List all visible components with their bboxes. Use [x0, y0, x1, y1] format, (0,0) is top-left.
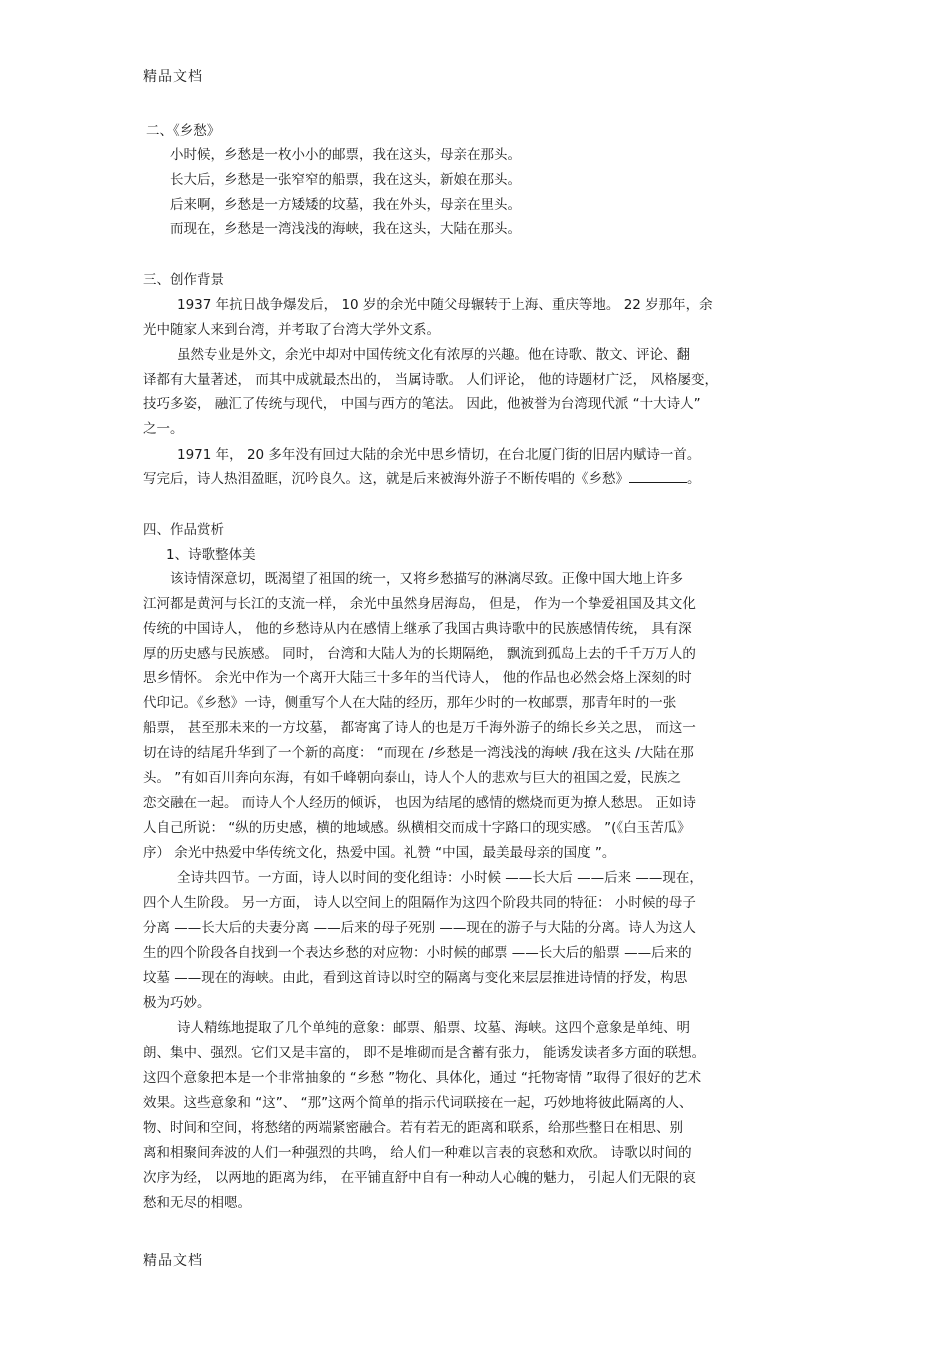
analysis-line-7: 船票， 甚至那未来的一方坟墓， 都寄寓了诗人的也是万千海外游子的绵长乡关之思， 而这一: [143, 720, 696, 736]
section4-heading: 四、作品赏析: [143, 522, 224, 538]
background-line-4: 译都有大量著述， 而其中成就最杰出的， 当属诗歌。 人们评论， 他的诗题材广泛， 风格屡变，: [143, 372, 718, 388]
analysis-line-9: 头。 ”有如百川奔向东海，有如千峰朝向泰山，诗人个人的悲欢与巨大的祖国之爱，民族之: [143, 770, 681, 786]
analysis-line-13: 全诗共四节。一方面，诗人以时间的变化组诗：小时候 ——长大后 ——后来 ——现在，: [177, 870, 703, 886]
background-line-8-end: 。: [687, 471, 701, 487]
analysis-line-17: 坟墓 ——现在的海峡。由此，看到这首诗以时空的隔离与变化来层层推进诗情的抒发，构思: [143, 970, 688, 986]
section2-heading: 二、《乡愁》: [146, 123, 221, 139]
analysis-line-16: 生的四个阶段各自找到一个表达乡愁的对应物：小时候的邮票 ——长大后的船票 ——后来的: [143, 945, 692, 961]
analysis-line-24: 离和相聚间奔波的人们一种强烈的共鸣， 给人们一种难以言表的哀愁和欢欣。 诗歌以时间的: [143, 1145, 692, 1161]
poem-line-3: 后来啊，乡愁是一方矮矮的坟墓，我在外头，母亲在里头。: [170, 197, 521, 213]
poem-line-1: 小时候，乡愁是一枚小小的邮票，我在这头，母亲在那头。: [170, 147, 521, 163]
analysis-line-20: 朗、集中、强烈。它们又是丰富的， 即不是堆砌而是含蓄有张力， 能诱发读者多方面的联想。: [143, 1045, 706, 1061]
background-line-7: 1971 年， 20 多年没有回过大陆的余光中思乡情切，在台北厦门街的旧居内赋诗一首。: [177, 447, 701, 463]
watermark-top: 精品文档: [143, 69, 203, 85]
analysis-line-1: 该诗情深意切，既渴望了祖国的统一，又将乡愁描写的淋漓尽致。正像中国大地上许多: [170, 571, 683, 587]
analysis-line-22: 效果。这些意象和 “这”、 “那”这两个简单的指示代词联接在一起，巧妙地将彼此隔离的人、: [143, 1095, 693, 1111]
background-line-2: 光中随家人来到台湾，并考取了台湾大学外文系。: [143, 322, 440, 338]
section4-subheading: 1、诗歌整体美: [166, 547, 256, 563]
analysis-line-11: 人自己所说： “纵的历史感，横的地域感。纵横相交而成十字路口的现实感。 ”(《白玉苦瓜》: [143, 820, 691, 836]
analysis-line-8: 切在诗的结尾升华到了一个新的高度： “而现在 /乡愁是一湾浅浅的海峡 /我在这头 /大陆在那: [143, 745, 694, 761]
background-line-6: 之一。: [143, 421, 184, 437]
analysis-line-21: 这四个意象把本是一个非常抽象的 “乡愁 ”物化、具体化，通过 “托物寄情 ”取得了很好的艺术: [143, 1070, 702, 1086]
analysis-line-14: 四个人生阶段。 另一方面， 诗人以空间上的阻隔作为这四个阶段共同的特征： 小时候的母子: [143, 895, 696, 911]
poem-line-2: 长大后，乡愁是一张窄窄的船票，我在这头，新娘在那头。: [170, 172, 521, 188]
analysis-line-23: 物、时间和空间，将愁绪的两端紧密融合。若有若无的距离和联系，给那些整日在相思、别: [143, 1120, 683, 1136]
analysis-line-6: 代印记。《乡愁》一诗，侧重写个人在大陆的经历，那年少时的一枚邮票，那青年时的一张: [143, 695, 677, 711]
analysis-line-15: 分离 ——长大后的夫妻分离 ——后来的母子死别 ——现在的游子与大陆的分离。诗人为这人: [143, 920, 696, 936]
background-line-8: [143, 470, 808, 488]
background-line-8-text: 写完后，诗人热泪盈眶，沉吟良久。这，就是后来被海外游子不断传唱的《乡愁》: [143, 471, 629, 487]
analysis-line-12: 序） 余光中热爱中华传统文化，热爱中国。礼赞 “中国，最美最母亲的国度 ”。: [143, 845, 616, 861]
analysis-line-4: 厚的历史感与民族感。 同时， 台湾和大陆人为的长期隔绝， 飘流到孤岛上去的千千万万人的: [143, 646, 696, 662]
background-line-5: 技巧多姿， 融汇了传统与现代， 中国与西方的笔法。 因此，他被誉为台湾现代派 “十大诗人”: [143, 396, 701, 412]
analysis-line-26: 愁和无尽的相嗯。: [143, 1195, 251, 1211]
background-line-3: 虽然专业是外文，余光中却对中国传统文化有浓厚的兴趣。他在诗歌、散文、评论、翻: [177, 347, 690, 363]
watermark-bottom: 精品文档: [143, 1253, 203, 1269]
analysis-line-2: 江河都是黄河与长江的支流一样， 余光中虽然身居海岛， 但是， 作为一个挚爱祖国及其文化: [143, 596, 696, 612]
analysis-line-10: 恋交融在一起。 而诗人个人经历的倾诉， 也因为结尾的感情的燃烧而更为撩人愁思。 正如诗: [143, 795, 696, 811]
background-line-1: 1937 年抗日战争爆发后， 10 岁的余光中随父母辗转于上海、重庆等地。 22 岁那年，余: [177, 297, 713, 313]
analysis-line-3: 传统的中国诗人， 他的乡愁诗从内在感情上继承了我国古典诗歌中的民族感情传统， 具有深: [143, 621, 692, 637]
fill-blank: [629, 470, 687, 483]
analysis-line-18: 极为巧妙。: [143, 995, 211, 1011]
analysis-line-25: 次序为经， 以两地的距离为纬， 在平铺直舒中自有一种动人心魄的魅力， 引起人们无限的哀: [143, 1170, 696, 1186]
section3-heading: 三、创作背景: [143, 272, 224, 288]
analysis-line-5: 思乡情怀。 余光中作为一个离开大陆三十多年的当代诗人， 他的作品也必然会烙上深刻的时: [143, 670, 692, 686]
analysis-line-19: 诗人精练地提取了几个单纯的意象：邮票、船票、坟墓、海峡。这四个意象是单纯、明: [177, 1020, 690, 1036]
poem-line-4: 而现在，乡愁是一湾浅浅的海峡，我在这头，大陆在那头。: [170, 221, 521, 237]
